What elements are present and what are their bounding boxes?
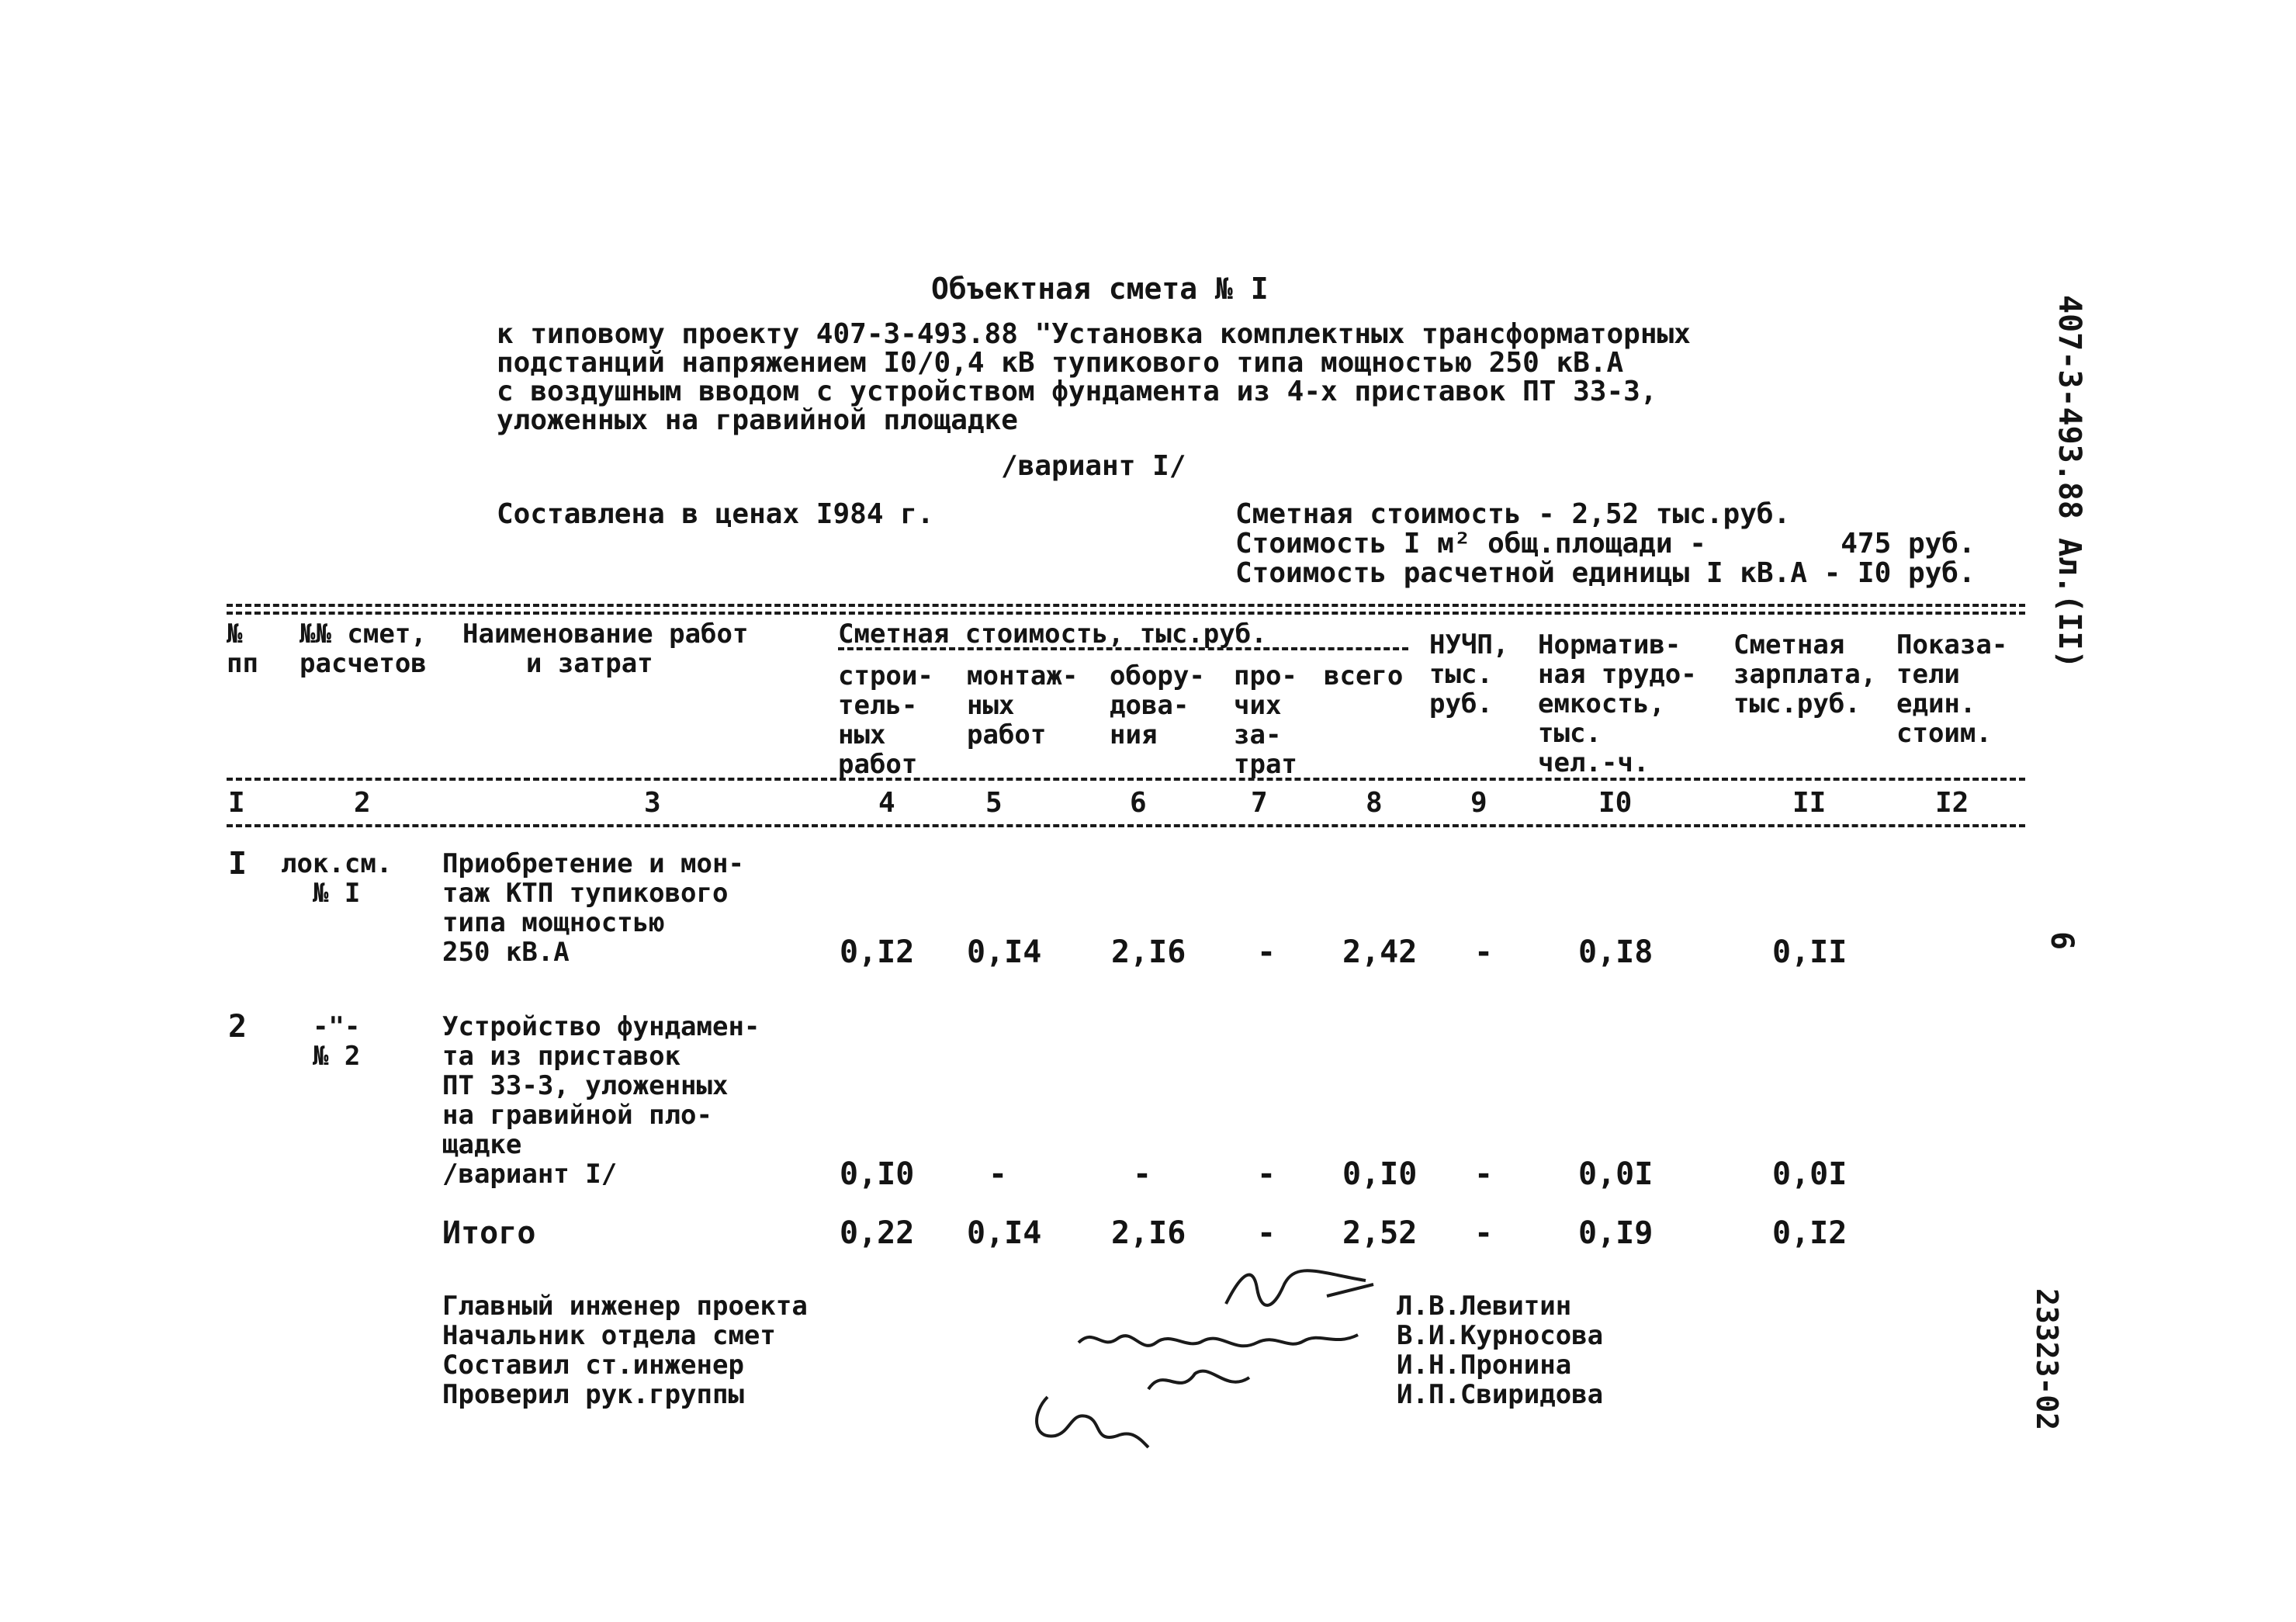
role-checker: Проверил рук.группы	[442, 1379, 744, 1410]
total-label: Итого	[442, 1215, 536, 1251]
cost-per-sqm-line: Стоимость I м² общ.площади - 475 руб.	[1235, 528, 1976, 560]
row-1-equipment: 2,I6	[1111, 934, 1186, 970]
row-1-other: -	[1257, 934, 1276, 970]
subtitle-line-3: с воздушным вводом с устройством фундамента из 4-х приставок ПТ 33-3,	[497, 376, 1657, 407]
row-2-other: -	[1257, 1156, 1276, 1192]
header-bottom-rule	[227, 778, 2025, 781]
subtitle-line-4: уложенных на гравийной площадке	[497, 404, 1018, 436]
name-compiler: И.Н.Пронина	[1397, 1350, 1572, 1381]
total-equipment: 2,I6	[1111, 1215, 1186, 1251]
col-number-4: 4	[878, 787, 895, 819]
row-1-nuchp: -	[1474, 934, 1494, 970]
header-col-3: Наименование работ и затрат	[462, 619, 749, 679]
total-construction: 0,22	[840, 1215, 915, 1251]
row-1-labor: 0,I8	[1578, 934, 1654, 970]
total-installation: 0,I4	[967, 1215, 1042, 1251]
total-wages: 0,I2	[1772, 1215, 1848, 1251]
signature-checker	[1024, 1381, 1164, 1459]
total-other: -	[1257, 1215, 1276, 1251]
header-col-4: строи- тель- ных работ	[838, 660, 933, 780]
header-col-2: №№ смет, расчетов	[300, 619, 427, 679]
header-col-10: Норматив- ная трудо- емкость, тыс. чел.-ч.	[1538, 629, 1697, 778]
signature-compiler	[1141, 1358, 1296, 1405]
col-number-11: II	[1792, 787, 1827, 819]
name-chief-engineer: Л.В.Левитин	[1397, 1291, 1572, 1322]
col-number-1: I	[228, 787, 245, 819]
subtitle-line-2: подстанций напряжением I0/0,4 кВ тупикового типа мощностью 250 кВ.А	[497, 347, 1624, 379]
name-head-of-estimates: В.И.Курносова	[1397, 1320, 1604, 1351]
row-1-reference: лок.см. № I	[281, 848, 393, 909]
role-compiler: Составил ст.инженер	[442, 1350, 744, 1381]
row-2-wages: 0,0I	[1772, 1156, 1848, 1192]
col-number-7: 7	[1251, 787, 1268, 819]
total-labor: 0,I9	[1578, 1215, 1654, 1251]
row-2-name: Устройство фундамен- та из приставок ПТ 33-3, уложенных на гравийной пло- щадке /вариант I/	[442, 1011, 760, 1190]
document-title: Объектная смета № I	[931, 272, 1269, 306]
row-2-construction: 0,I0	[840, 1156, 915, 1192]
role-chief-engineer: Главный инженер проекта	[442, 1291, 808, 1322]
total-nuchp: -	[1474, 1215, 1494, 1251]
side-inventory-number: 23323-02	[2030, 1288, 2064, 1431]
row-2-total: 0,I0	[1342, 1156, 1418, 1192]
col-number-6: 6	[1130, 787, 1147, 819]
subtitle-line-1: к типовому проекту 407-3-493.88 "Установка комплектных трансформаторных	[497, 318, 1691, 350]
cost-per-unit-line: Стоимость расчетной единицы I кВ.А - I0 руб.	[1235, 557, 1976, 589]
total-total: 2,52	[1342, 1215, 1418, 1251]
col-number-3: 3	[644, 787, 661, 819]
header-col-11: Сметная зарплата, тыс.руб.	[1733, 629, 1877, 719]
side-page-number: 6	[2044, 931, 2080, 951]
header-col-5: монтаж- ных работ	[967, 660, 1079, 750]
col-number-2: 2	[354, 787, 371, 819]
col-number-5: 5	[985, 787, 1003, 819]
header-col-12: Показа- тели един. стоим.	[1896, 629, 2008, 749]
name-checker: И.П.Свиридова	[1397, 1379, 1604, 1410]
row-2-number: 2	[228, 1009, 248, 1045]
column-numbers-rule	[227, 824, 2025, 827]
table-top-rule-1	[227, 604, 2025, 607]
row-2-labor: 0,0I	[1578, 1156, 1654, 1192]
col-number-12: I2	[1935, 787, 1969, 819]
header-col-7: про- чих за- трат	[1234, 660, 1297, 780]
row-2-equipment: -	[1133, 1156, 1152, 1192]
header-col-1: № пп	[227, 619, 258, 679]
header-group-cost: Сметная стоимость, тыс.руб.	[838, 619, 1267, 650]
variant-label: /вариант I/	[1001, 450, 1186, 482]
row-1-name: Приобретение и мон- таж КТП тупикового типа мощностью 250 кВ.А	[442, 848, 744, 968]
header-col-8: всего	[1324, 660, 1404, 691]
row-1-construction: 0,I2	[840, 934, 915, 970]
row-1-wages: 0,II	[1772, 934, 1848, 970]
row-2-reference: -"- № 2	[312, 1011, 361, 1072]
col-number-8: 8	[1366, 787, 1383, 819]
role-head-of-estimates: Начальник отдела смет	[442, 1320, 776, 1351]
col-number-9: 9	[1470, 787, 1487, 819]
estimated-cost-line: Сметная стоимость - 2,52 тыс.руб.	[1235, 498, 1791, 530]
row-1-number: I	[228, 846, 248, 882]
header-col-6: обору- дова- ния	[1110, 660, 1205, 750]
side-project-code: 407-3-493.88 Ал.(II)	[2052, 295, 2087, 669]
table-top-rule-2	[227, 612, 2025, 615]
row-1-installation: 0,I4	[967, 934, 1042, 970]
row-2-installation: -	[989, 1156, 1008, 1192]
row-1-total: 2,42	[1342, 934, 1418, 970]
row-2-nuchp: -	[1474, 1156, 1494, 1192]
col-number-10: I0	[1598, 787, 1633, 819]
header-col-9: НУЧП, тыс. руб.	[1429, 629, 1509, 719]
prices-note: Составлена в ценах I984 г.	[497, 498, 934, 530]
